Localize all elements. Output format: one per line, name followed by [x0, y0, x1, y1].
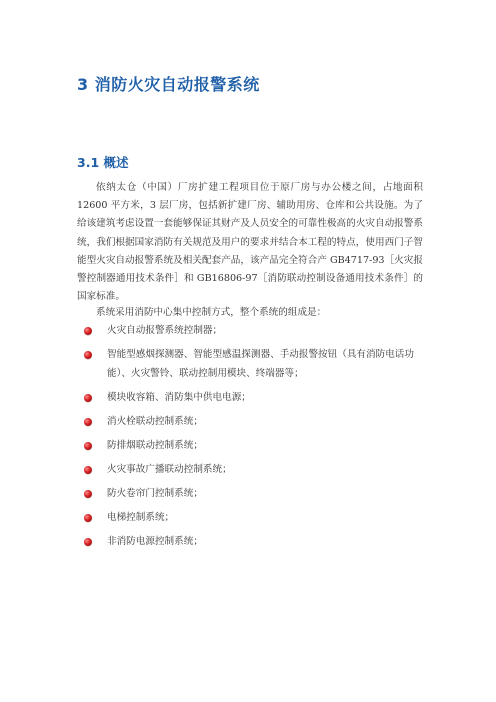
list-item-text: 消火栓联动控制系统； — [107, 415, 203, 427]
list-item — [84, 509, 424, 528]
list-item — [84, 437, 424, 456]
list-item-text: 防火卷帘门控制系统； — [107, 488, 203, 500]
overview-paragraph: 依纳太仓（中国）厂房扩建工程项目位于原厂房与办公楼之间，占地面积 12600 平方米，3 层厂房，包括新扩建厂房、辅助用房、仓库和公共设施。为了给该建筑考虑设置一套能够保证其财产及人员安全的可靠性极高的火灾自动报警系统，我们根据国家消防有关规范及用户的要求并结合本工程的特点，使用西门子智能型火灾自动报警系统及相关配套产品，该产品完全符合产 GB4717-93［火灾报警控制器通用技术条件］和 GB16806-97［消防联动控制设备通用技术条件］的国家标准。 — [77, 182, 423, 303]
red-sphere-bullet-icon — [84, 538, 92, 546]
system-components-list — [84, 322, 424, 557]
red-sphere-bullet-icon — [84, 466, 92, 474]
red-sphere-bullet-icon — [84, 351, 92, 359]
list-item-text: 模块收容箱、消防集中供电电源； — [107, 391, 251, 403]
list-item — [84, 533, 424, 552]
list-item-text: 非消防电源控制系统； — [107, 536, 203, 548]
red-sphere-bullet-icon — [84, 394, 92, 402]
chapter-heading: 3 消防火灾自动报警系统 — [77, 75, 260, 94]
list-item — [84, 322, 424, 341]
red-sphere-bullet-icon — [84, 514, 92, 522]
red-sphere-bullet-icon — [84, 327, 92, 335]
list-item-text: 防排烟联动控制系统； — [107, 439, 203, 451]
red-sphere-bullet-icon — [84, 418, 92, 426]
list-item — [84, 461, 424, 480]
list-item — [84, 346, 424, 383]
red-sphere-bullet-icon — [84, 490, 92, 498]
list-item-text: 电梯控制系统； — [107, 512, 175, 524]
list-item-text: 火灾事故广播联动控制系统； — [107, 463, 232, 475]
list-item — [84, 413, 424, 432]
list-item — [84, 485, 424, 504]
list-item — [84, 389, 424, 408]
list-item-text: 智能型感烟探测器、智能型感温探测器、手动报警按钮（具有消防电话功能）、火灾警铃、联动控制用模块、终端器等； — [107, 349, 414, 379]
list-item-text: 火灾自动报警系统控制器； — [107, 325, 223, 336]
section-heading: 3.1 概述 — [77, 155, 129, 170]
list-intro: 系统采用消防中心集中控制方式，整个系统的组成是： — [96, 307, 327, 318]
red-sphere-bullet-icon — [84, 442, 92, 450]
